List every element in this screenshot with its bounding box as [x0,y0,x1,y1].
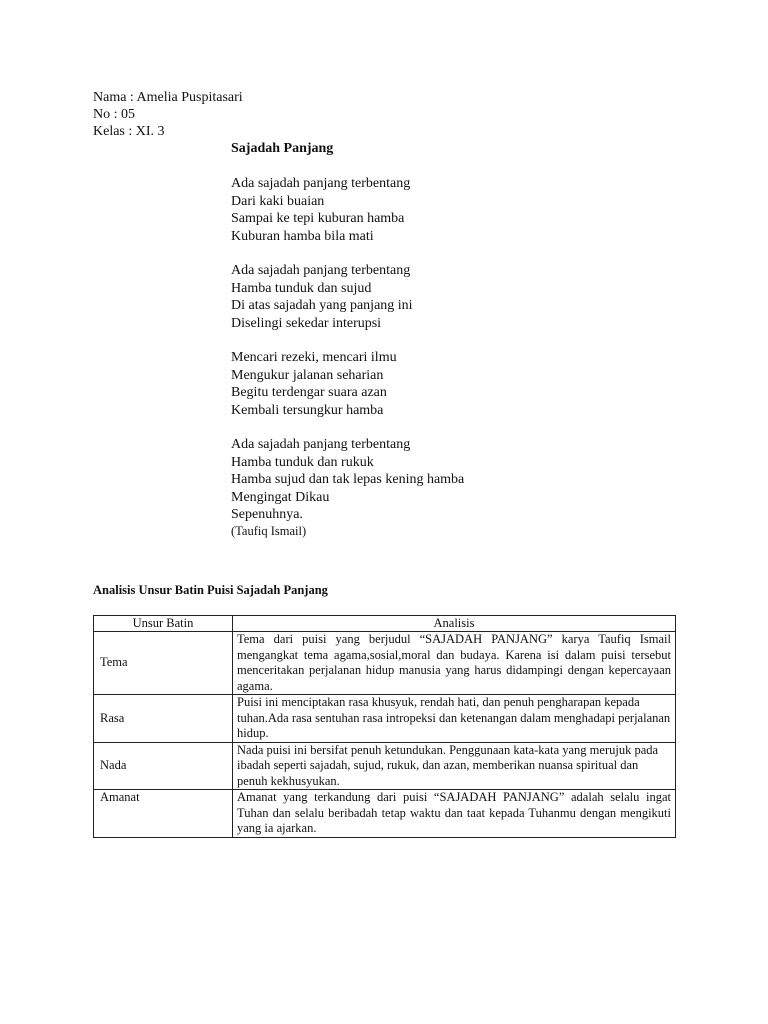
poem-line: Begitu terdengar suara azan [231,385,387,400]
poem-title: Sajadah Panjang [231,141,334,156]
analisis-cell: Amanat yang terkandung dari puisi “SAJADAH PANJANG” adalah selalu ingat Tuhan dan selalu beribadah tetap waktu dan taat kepada Tuhanmu dengan mengikuti yang ia ajarkan. [233,790,676,838]
poem-line: Sepenuhnya. [231,507,303,522]
poem-line: Kembali tersungkur hamba [231,402,384,418]
table-header-row [94,616,676,632]
poem-line: Mengukur jalanan seharian [231,367,384,383]
column-header-unsur: Unsur Batin [94,616,233,632]
poem-line: Hamba tunduk dan sujud [231,280,372,296]
unsur-cell: Rasa [94,695,233,743]
poem-line: Mencari rezeki, mencari ilmu [231,350,397,365]
poem-line: Kuburan hamba bila mati [231,228,374,244]
analysis-heading: Analisis Unsur Batin Puisi Sajadah Panjang [93,583,328,597]
table-row [94,790,676,838]
poem-line: Di atas sajadah yang panjang ini [231,298,413,313]
table-row [94,632,676,695]
poem-stanza-1 [231,175,410,245]
table-row [94,695,676,743]
poem-line: Dari kaki buaian [231,193,325,209]
column-header-analisis: Analisis [233,616,676,632]
poem-line: Mengingat Dikau [231,489,330,505]
poem-line: Sampai ke tepi kuburan hamba [231,211,405,226]
analisis-cell: Nada puisi ini bersifat penuh ketundukan. Penggunaan kata-kata yang merujuk pada ibadah seperti sajadah, sujud, rukuk, dan azan, memberikan nuansa spiritual dan penuh kekhusyukan. [233,742,676,790]
poem-author: (Taufiq Ismail) [231,523,307,538]
poem-line: Hamba sujud dan tak lepas kening hamba [231,472,465,487]
table-row [94,742,676,790]
poem-line: Ada sajadah panjang terbentang [231,437,411,452]
student-class: Kelas : XI. 3 [93,124,165,139]
poem-line: Ada sajadah panjang terbentang [231,263,411,278]
student-number: No : 05 [93,107,135,122]
student-name: Nama : Amelia Puspitasari [93,90,243,105]
unsur-cell: Tema [94,632,233,695]
analisis-cell: Tema dari puisi yang berjudul “SAJADAH PANJANG” karya Taufiq Ismail mengangkat tema agama,sosial,moral dan budaya. Karena isi dalam puisi tersebut menceritakan perjalanan hidup manusia yang harus didampingi dengan kepercayaan agama. [233,632,676,695]
poem-line: Ada sajadah panjang terbentang [231,176,411,191]
unsur-cell: Nada [94,742,233,790]
poem-stanza-2 [231,262,413,332]
poem-stanza-3 [231,349,397,419]
unsur-cell: Amanat [94,790,233,838]
poem-line: Hamba tunduk dan rukuk [231,454,374,470]
poem-line: Diselingi sekedar interupsi [231,315,382,331]
analisis-cell: Puisi ini menciptakan rasa khusyuk, rendah hati, dan penuh pengharapan kepada tuhan.Ada rasa sentuhan rasa intropeksi dan ketenangan dalam menghadapi perjalanan hidup. [233,695,676,743]
analysis-table [93,615,676,838]
poem-stanza-4 [231,436,464,539]
